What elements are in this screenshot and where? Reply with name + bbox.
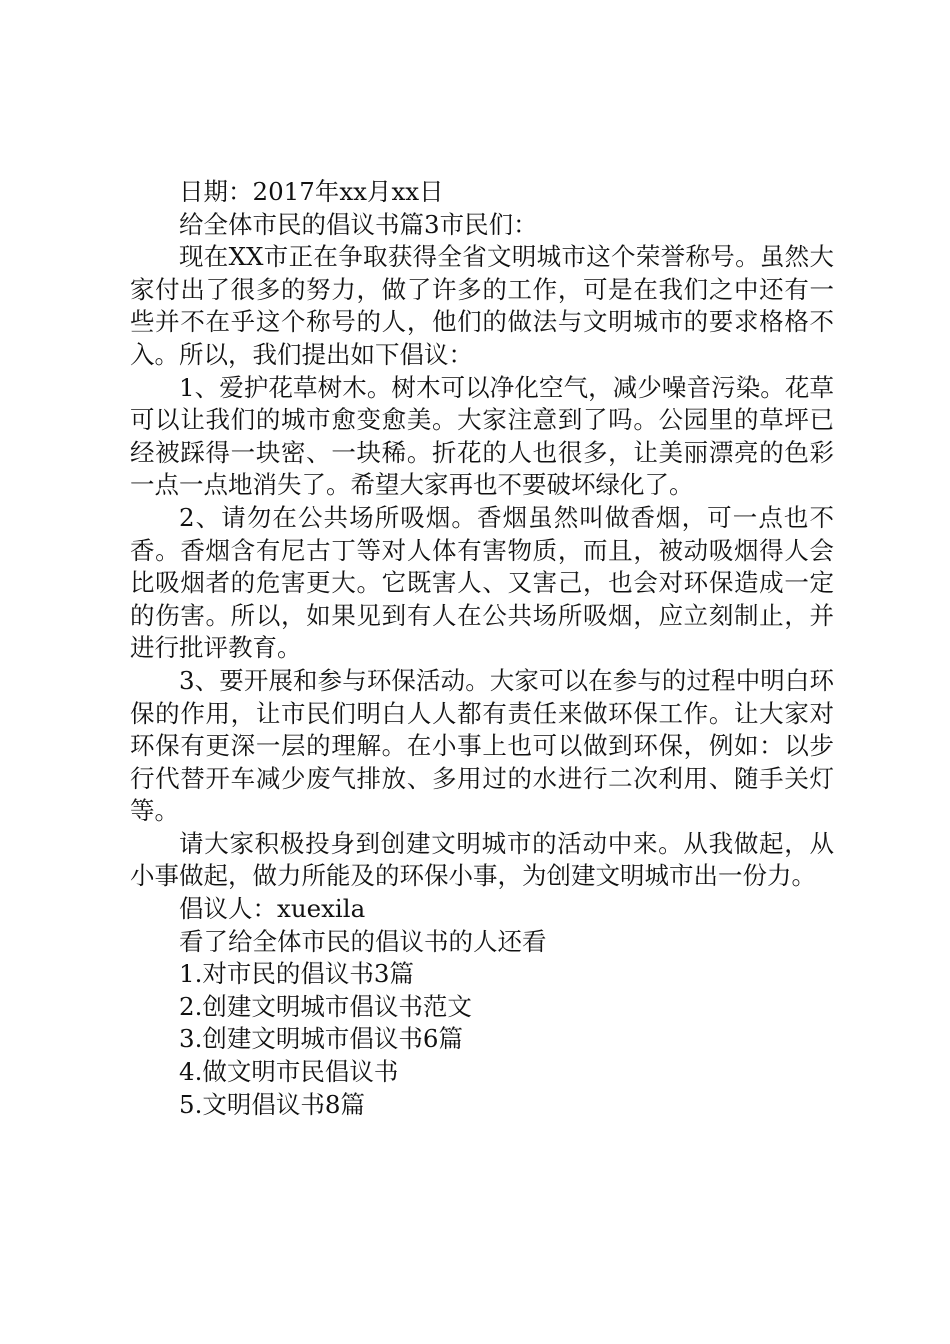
related-link-4[interactable]: 4.做文明市民倡议书 [179,1057,399,1087]
point-2-paragraph: 2、请勿在公共场所吸烟。香烟虽然叫做香烟，可一点也不香。香烟含有尼古丁等对人体有害物质，而且，被动吸烟得人会比吸烟者的危害更大。它既害人、又害己，也会对环保造成一定的伤害。所以，如果见到有人在公共场所吸烟，应立刻制止，并进行批评教育。 [130,502,834,663]
point-3-paragraph: 3、要开展和参与环保活动。大家可以在参与的过程中明白环保的作用，让市民们明白人人都有责任来做环保工作。让大家对环保有更深一层的理解。在小事上也可以做到环保，例如：以步行代替开车减少废气排放、多用过的水进行二次利用、随手关灯等。 [130,665,834,826]
point-1-paragraph: 1、爱护花草树木。树木可以净化空气，减少噪音污染。花草可以让我们的城市愈变愈美。大家注意到了吗。公园里的草坪已经被踩得一块密、一块稀。折花的人也很多，让美丽漂亮的色彩一点一点地消失了。希望大家再也不要破坏绿化了。 [130,372,834,500]
related-link-1[interactable]: 1.对市民的倡议书3篇 [179,959,414,989]
document-body [130,176,834,1121]
closing-paragraph: 请大家积极投身到创建文明城市的活动中来。从我做起，从小事做起，做力所能及的环保小事，为创建文明城市出一份力。 [130,828,834,891]
related-link-2[interactable]: 2.创建文明城市倡议书范文 [179,991,472,1021]
related-link-5[interactable]: 5.文明倡议书8篇 [179,1089,365,1119]
title-line: 给全体市民的倡议书篇3市民们： [179,209,538,239]
intro-paragraph: 现在XX市正在争取获得全省文明城市这个荣誉称号。虽然大家付出了很多的努力，做了许多的工作，可是在我们之中还有一些并不在乎这个称号的人，他们的做法与文明城市的要求格格不入。所以，我们提出如下倡议： [130,242,834,369]
date-line: 日期：2017年xx月xx日 [179,177,444,206]
related-heading: 看了给全体市民的倡议书的人还看 [179,926,547,956]
related-link-3[interactable]: 3.创建文明城市倡议书6篇 [179,1024,463,1054]
signature-line: 倡议人：xuexila [179,894,366,924]
